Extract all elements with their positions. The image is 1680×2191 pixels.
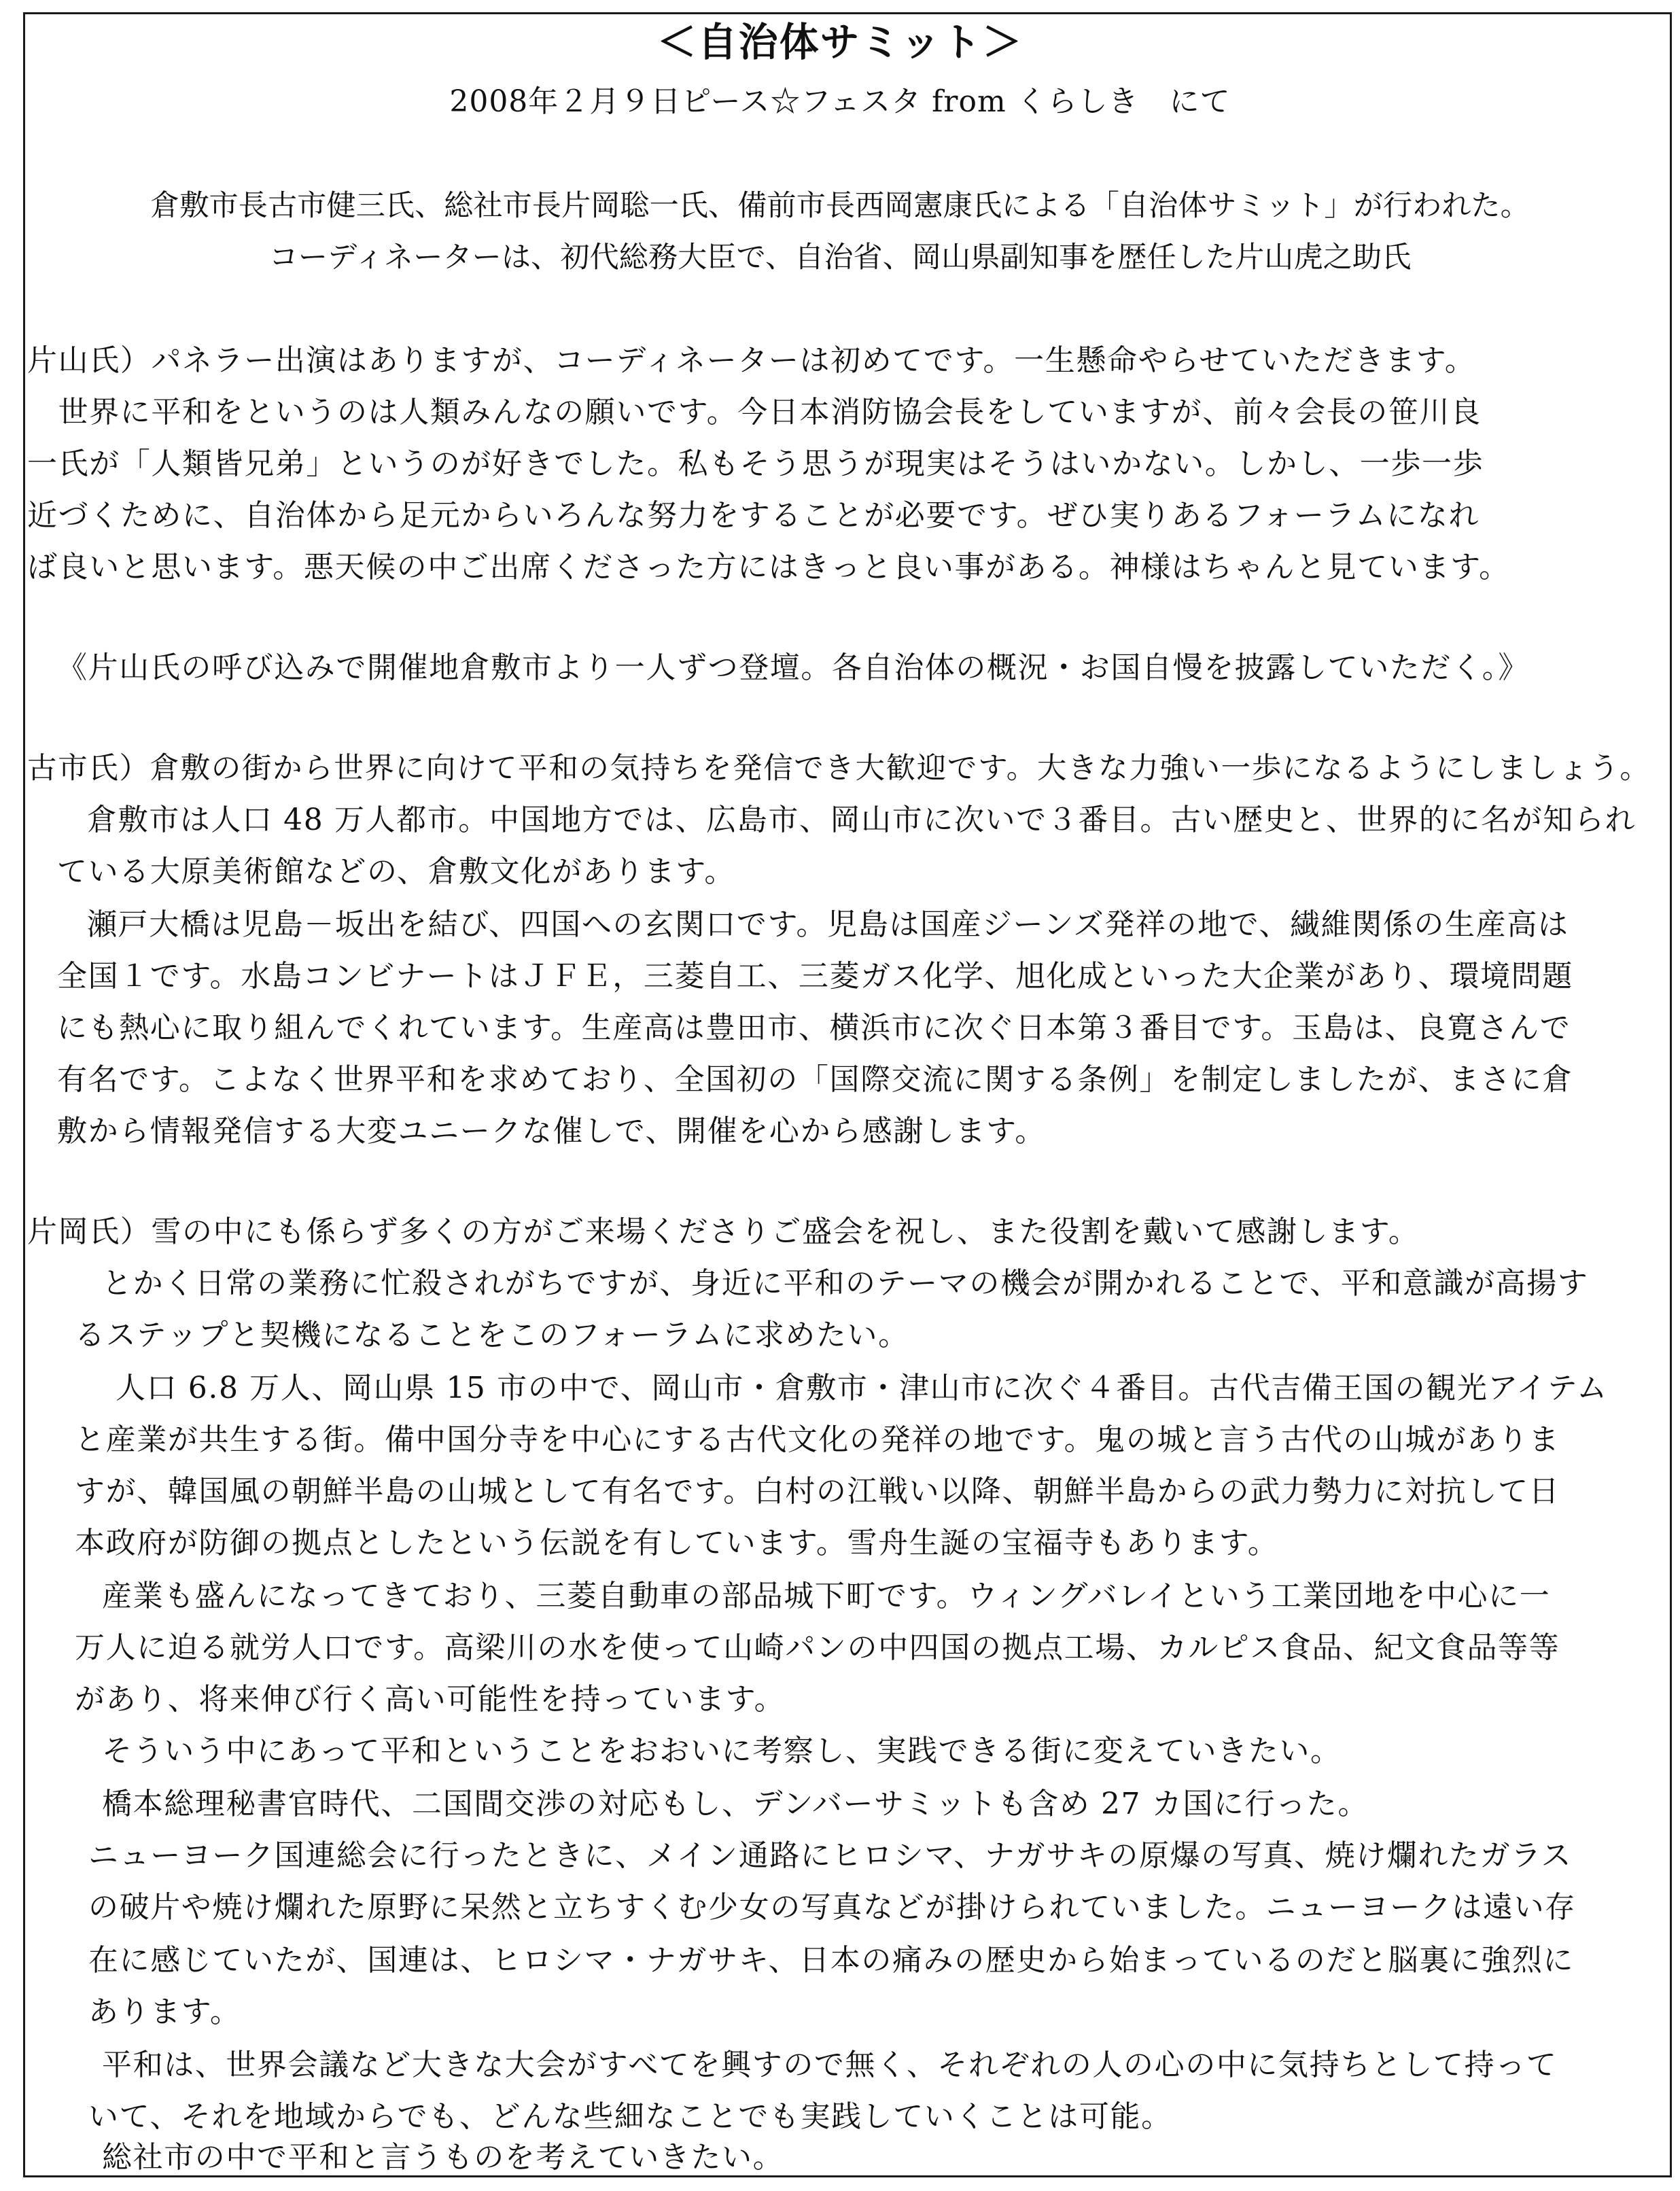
- kataoka-speech-line: いて、それを地域からでも、どんな些細なことでも実践していくことは可能。: [88, 2099, 1172, 2134]
- kataoka-speech-line: 片岡氏）雪の中にも係らず多くの方がご来場くださりご盛会を祝し、また役割を戴いて感謝します。: [27, 1214, 1420, 1249]
- katayama-speech-line: 一氏が「人類皆兄弟」というのが好きでした。私もそう思うが現実はそうはいかない。しかし、一歩一歩: [27, 446, 1484, 481]
- intro-line: 倉敷市長古市健三氏、総社市長片岡聡一氏、備前市長西岡憲康氏による「自治体サミット」が行われた。: [150, 189, 1530, 223]
- kataoka-speech-line: 万人に迫る就労人口です。高梁川の水を使って山崎パンの中四国の拠点工場、カルピス食品、紀文食品等等: [75, 1630, 1560, 1665]
- kataoka-speech-line: 本政府が防御の拠点としたという伝説を有しています。雪舟生誕の宝福寺もあります。: [75, 1526, 1279, 1560]
- furuichi-speech-line: 古市氏）倉敷の街から世界に向けて平和の気持ちを発信でき大歓迎です。大きな力強い一歩になるようにしましょう。: [27, 752, 1651, 786]
- kataoka-speech-line: あります。: [88, 1995, 241, 2029]
- kataoka-speech-line: とかく日常の業務に忙殺されがちですが、身近に平和のテーマの機会が開かれることで、平和意識が高揚す: [102, 1266, 1589, 1301]
- kataoka-speech-line: と産業が共生する街。備中国分寺を中心にする古代文化の発祥の地です。鬼の城と言う古代の山城がありま: [75, 1422, 1560, 1457]
- kataoka-speech-line: 橋本総理秘書官時代、二国間交渉の対応もし、デンバーサミットも含め 27 カ国に行った。: [102, 1787, 1369, 1821]
- kataoka-speech-line: るステップと契機になることをこのフォーラムに求めたい。: [75, 1318, 909, 1352]
- furuichi-speech-line: 敷から情報発信する大変ユニークな催しで、開催を心から感謝します。: [57, 1114, 1046, 1149]
- page-title: ＜自治体サミット＞: [657, 19, 1023, 65]
- kataoka-speech-line: 在に感じていたが、国連は、ヒロシマ・ナガサキ、日本の痛みの歴史から始まっているのだと脳裏に強烈に: [88, 1943, 1575, 1978]
- katayama-speech-line: 近づくために、自治体から足元からいろんな努力をすることが必要です。ぜひ実りあるフォーラムになれ: [27, 498, 1480, 533]
- furuichi-speech-line: 全国１です。水島コンビナートはＪＦＥ，三菱自工、三菱ガス化学、旭化成といった大企業があり、環境問題: [57, 959, 1573, 994]
- furuichi-speech-line: にも熱心に取り組んでくれています。生産高は豊田市、横浜市に次ぐ日本第３番目です。玉島は、良寛さんで: [57, 1011, 1571, 1045]
- kataoka-speech-line: 産業も盛んになってきており、三菱自動車の部品城下町です。ウィングバレイという工業団地を中心に一: [102, 1579, 1551, 1613]
- kataoka-speech-line: すが、韓国風の朝鮮半島の山城として有名です。白村の江戦い以降、朝鮮半島からの武力勢力に対抗して日: [75, 1474, 1560, 1509]
- furuichi-speech-line: 瀬戸大橋は児島－坂出を結び、四国への玄関口です。児島は国産ジーンズ発祥の地で、繊維関係の生産高は: [87, 907, 1569, 942]
- furuichi-speech-line: 倉敷市は人口 48 万人都市。中国地方では、広島市、岡山市に次いで３番目。古い歴史と、世界的に名が知られ: [87, 803, 1637, 837]
- katayama-speech-line: ば良いと思います。悪天候の中ご出席くださった方にはきっと良い事がある。神様はちゃんと見ています。: [27, 550, 1510, 584]
- kataoka-speech-line: の破片や焼け爛れた原野に呆然と立ちすくむ少女の写真などが掛けられていました。ニューヨークは遠い存: [88, 1890, 1576, 1925]
- katayama-speech-line: 世界に平和をというのは人類みんなの願いです。今日本消防協会長をしていますが、前々会長の笹川良: [27, 395, 1482, 430]
- kataoka-speech-line: 平和は、世界会議など大きな大会がすべてを興すので無く、それぞれの人の心の中に気持ちとして持って: [102, 2048, 1558, 2082]
- intro-line: コーディネーターは、初代総務大臣で、自治省、岡山県副知事を歴任した片山虎之助氏: [268, 241, 1412, 275]
- moderator-note: 《片山氏の呼び込みで開催地倉敷市より一人ずつ登壇。各自治体の概況・お国自慢を披露していただく。》: [57, 650, 1529, 685]
- kataoka-speech-line: があり、将来伸び行く高い可能性を持っています。: [75, 1682, 786, 1717]
- kataoka-speech-line: そういう中にあって平和ということをおおいに考察し、実践できる街に変えていきたい。: [102, 1734, 1342, 1768]
- furuichi-speech-line: ている大原美術館などの、倉敷文化があります。: [57, 854, 735, 889]
- furuichi-speech-line: 有名です。こよなく世界平和を求めており、全国初の「国際交流に関する条例」を制定しましたが、まさに倉: [57, 1062, 1573, 1097]
- katayama-speech-line: 片山氏）パネラー出演はありますが、コーディネーターは初めてです。一生懸命やらせていただきます。: [27, 343, 1476, 378]
- event-subtitle: 2008年２月９日ピース☆フェスタ from くらしき にて: [449, 84, 1231, 119]
- kataoka-speech-line: ニューヨーク国連総会に行ったときに、メイン通路にヒロシマ、ナガサキの原爆の写真、焼け爛れたガラス: [88, 1838, 1573, 1873]
- kataoka-speech-line: 総社市の中で平和と言うものを考えていきたい。: [102, 2140, 784, 2175]
- kataoka-speech-line: 人口 6.8 万人、岡山県 15 市の中で、岡山市・倉敷市・津山市に次ぐ４番目。古代吉備王国の観光アイテム: [116, 1371, 1608, 1405]
